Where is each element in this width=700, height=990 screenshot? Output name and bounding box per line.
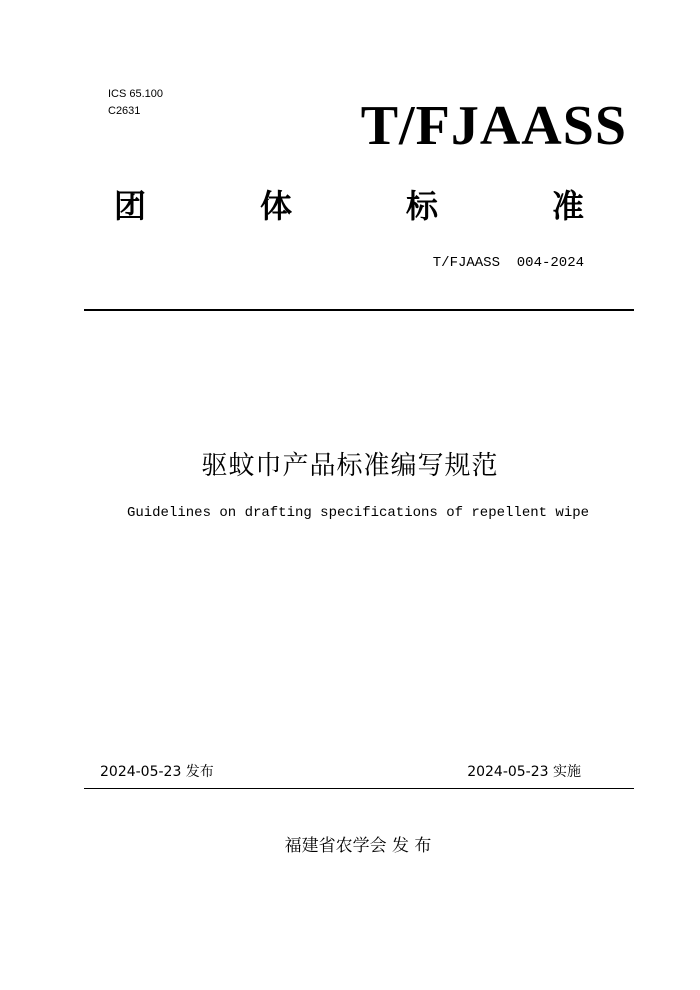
classification-codes bbox=[108, 86, 163, 120]
top-divider bbox=[84, 309, 634, 311]
standard-number: T/FJAASS 004-2024 bbox=[432, 255, 584, 271]
standard-type bbox=[114, 186, 584, 226]
standard-type-char: 团 bbox=[114, 187, 147, 225]
title-chinese: 驱蚊巾产品标准编写规范 bbox=[201, 451, 499, 481]
ccs-code: C2631 bbox=[108, 105, 141, 117]
title-english: Guidelines on drafting specifications of repellent wipe bbox=[126, 505, 590, 521]
standard-type-char: 标 bbox=[405, 187, 438, 225]
standard-type-char: 体 bbox=[259, 187, 292, 225]
implement-date: 2024-05-23 实施 bbox=[467, 764, 581, 780]
organization-code: T/FJAASS bbox=[360, 95, 627, 157]
publisher: 福建省农学会 发 布 bbox=[284, 836, 432, 856]
bottom-divider bbox=[84, 788, 634, 789]
standard-type-char: 准 bbox=[551, 187, 584, 225]
ics-code: ICS 65.100 bbox=[108, 88, 164, 100]
publish-date: 2024-05-23 发布 bbox=[100, 764, 214, 780]
